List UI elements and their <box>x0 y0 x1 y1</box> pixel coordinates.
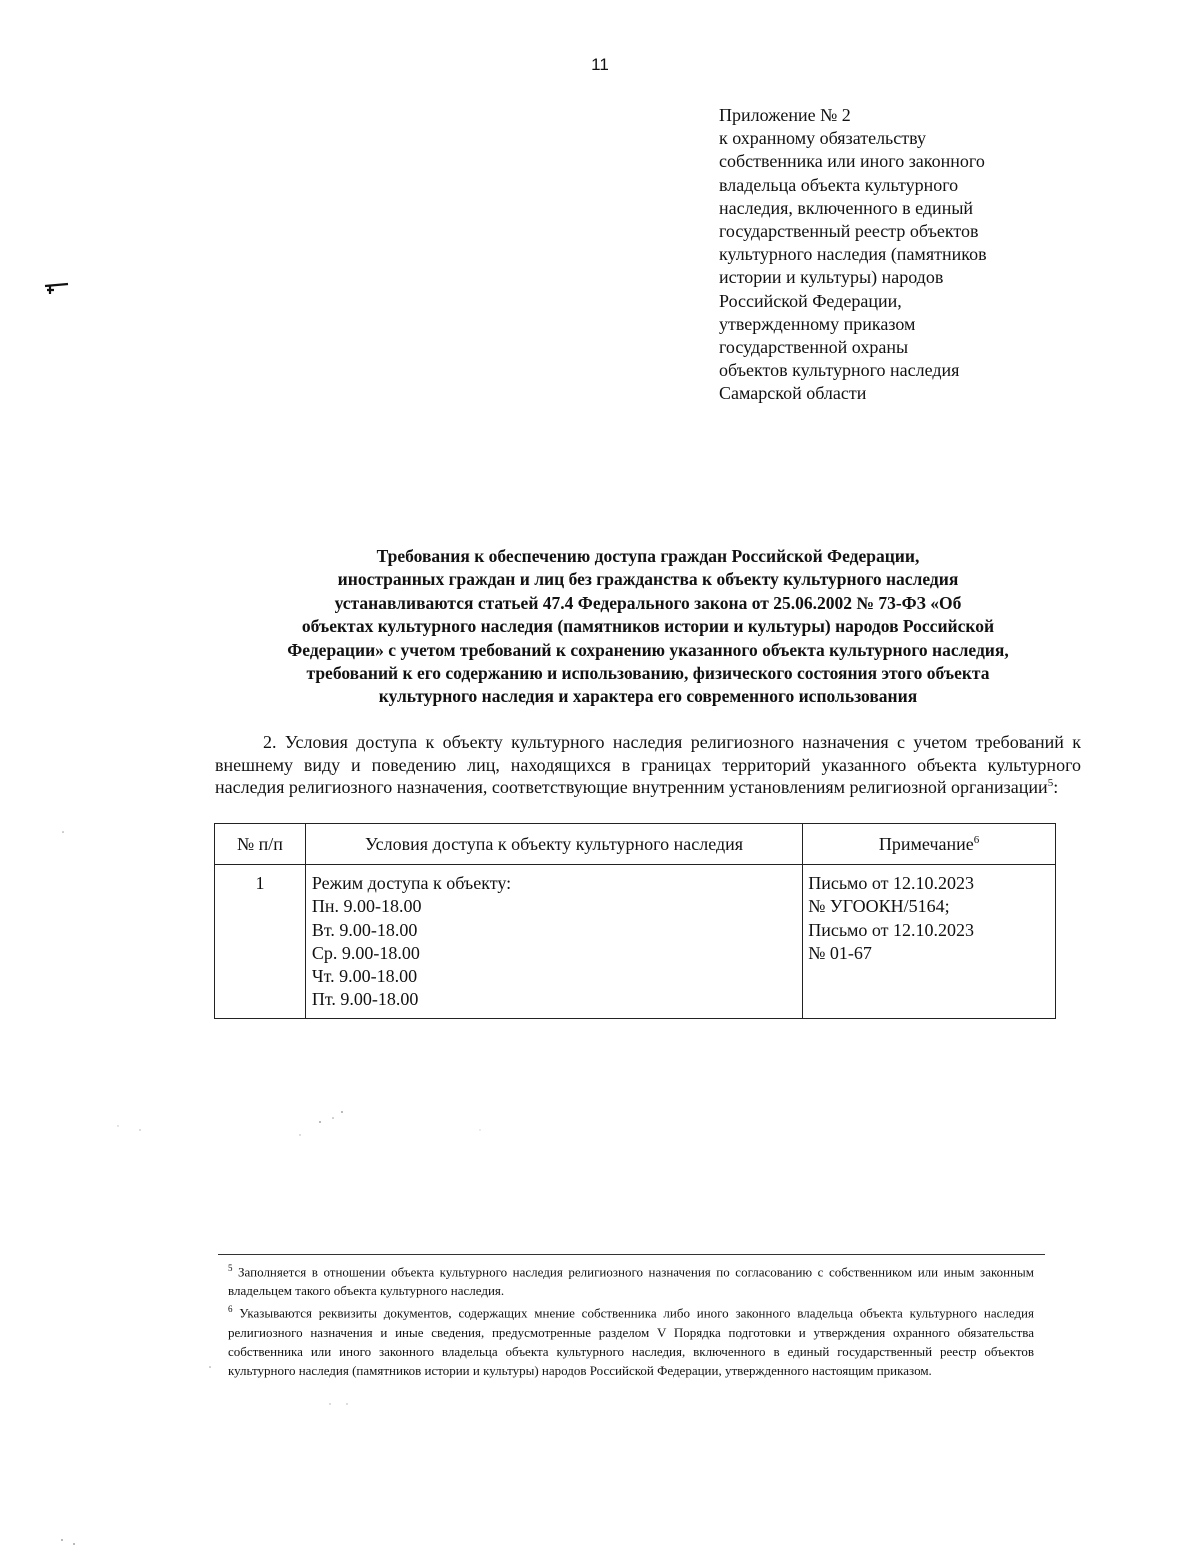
title-line: объектах культурного наследия (памятников истории и культуры) народов Российской <box>301 616 995 637</box>
note-line: Письмо от 12.10.2023 <box>808 873 975 893</box>
scan-mark-icon <box>44 281 70 295</box>
section-paragraph <box>215 731 1081 799</box>
title-line: устанавливаются статьей 47.4 Федерального закона от 25.06.2002 № 73-ФЗ «Об <box>334 592 962 613</box>
appendix-header <box>719 104 1059 406</box>
table-row <box>215 865 1056 1019</box>
footnotes <box>228 1259 1034 1380</box>
table-header-row <box>215 824 1056 865</box>
note-line: № 01-67 <box>808 942 872 963</box>
title-line: иностранных граждан и лиц без гражданства к объекту культурного наследия <box>337 569 959 590</box>
footnote-6-ref: 6 <box>228 1304 233 1315</box>
title-line: Требования к обеспечению доступа граждан Российской Федерации, <box>376 546 920 566</box>
header-note <box>803 824 1056 865</box>
note-line: Письмо от 12.10.2023 <box>808 919 975 940</box>
header-num: № п/п <box>215 824 306 865</box>
footnote-5-text: Заполняется в отношении объекта культурного наследия религиозного назначения по согласованию с собственником или иным законным владельцем такого объекта культурного наследия. <box>228 1264 1034 1299</box>
appendix-line: объектов культурного наследия <box>719 360 960 381</box>
condition-line: Вт. 9.00-18.00 <box>311 919 418 940</box>
title-line: культурного наследия и характера его современного использования <box>378 686 918 707</box>
appendix-line: владельца объекта культурного <box>719 174 959 195</box>
title-line: требований к его содержанию и использованию, физического состояния этого объекта <box>306 663 990 684</box>
appendix-line: Российской Федерации, <box>719 290 902 311</box>
footnote-5 <box>228 1259 1034 1300</box>
paragraph-end: : <box>1053 777 1059 798</box>
footnote-separator <box>218 1254 1045 1255</box>
appendix-line: Самарской области <box>719 383 867 404</box>
appendix-line: государственный реестр объектов <box>719 221 979 242</box>
footnote-6 <box>228 1300 1034 1379</box>
footnote-6-text: Указываются реквизиты документов, содержащих мнение собственника либо иного законного владельца объекта культурного наследия религиозного назначения и иные сведения, предусмотренные разделом V Порядка подготовки и утверждения охранного обязательства собственника или иного законного владельца объекта культурного наследия, включенного в единый государственный реестр объектов культурного наследия (памятников истории и культуры) народов Российской Федерации, утвержденного настоящим приказом. <box>228 1305 1034 1378</box>
row-conditions <box>305 865 802 1019</box>
paragraph-text: 2. Условия доступа к объекту культурного наследия религиозного назначения с учетом требований к внешнему виду и поведению лиц, находящихся в границах территорий указанного объекта культурного наследия религиозного назначения, соответствующие внутренним установлениям религиозной организации <box>215 732 1081 798</box>
row-note <box>803 865 1056 1019</box>
appendix-line: наследия, включенного в единый <box>719 197 974 218</box>
appendix-line: культурного наследия (памятников <box>719 244 987 265</box>
header-conditions: Условия доступа к объекту культурного наследия <box>305 824 802 865</box>
appendix-line: государственной охраны <box>719 337 909 358</box>
appendix-line: утвержденному приказом <box>719 313 916 334</box>
row-num: 1 <box>215 865 306 1019</box>
condition-line: Режим доступа к объекту: <box>311 873 512 893</box>
footnote-5-ref: 5 <box>228 1263 233 1273</box>
page-number: 11 <box>591 55 609 74</box>
document-title <box>210 545 1086 709</box>
appendix-line: истории и культуры) народов <box>719 267 944 288</box>
note-line: № УГООКН/5164; <box>808 896 950 917</box>
appendix-line: к охранному обязательству <box>719 128 927 149</box>
condition-line: Чт. 9.00-18.00 <box>311 966 418 987</box>
condition-line: Пт. 9.00-18.00 <box>311 989 419 1010</box>
access-conditions-table <box>214 823 1056 1019</box>
footnote-ref-6: 6 <box>973 833 980 846</box>
appendix-line: Приложение № 2 <box>719 105 851 125</box>
title-line: Федерации» с учетом требований к сохранению указанного объекта культурного наследия, <box>287 639 1009 660</box>
header-note-label: Примечание <box>878 833 974 854</box>
footnote-ref-5: 5 <box>1047 777 1054 790</box>
condition-line: Пн. 9.00-18.00 <box>311 896 422 917</box>
appendix-line: собственника или иного законного <box>719 151 985 172</box>
condition-line: Ср. 9.00-18.00 <box>311 942 420 963</box>
scan-artifact-mark <box>44 280 70 294</box>
